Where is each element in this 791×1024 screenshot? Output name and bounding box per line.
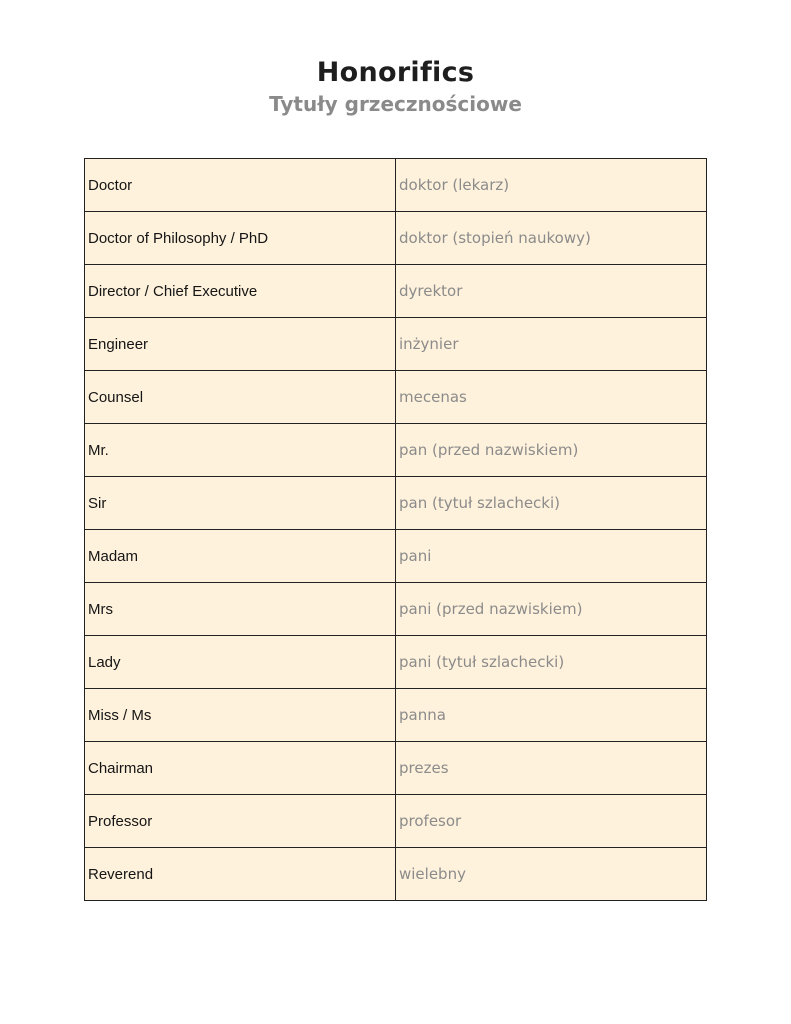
polish-term: pani (przed nazwiskiem) [396, 583, 707, 636]
polish-term: inżynier [396, 318, 707, 371]
english-term: Doctor of Philosophy / PhD [85, 212, 396, 265]
page-subtitle: Tytuły grzecznościowe [269, 92, 522, 116]
table-row [85, 371, 707, 424]
english-term: Reverend [85, 848, 396, 901]
polish-term: wielebny [396, 848, 707, 901]
english-term: Director / Chief Executive [85, 265, 396, 318]
english-term: Counsel [85, 371, 396, 424]
table-row [85, 424, 707, 477]
english-term: Sir [85, 477, 396, 530]
polish-term: dyrektor [396, 265, 707, 318]
english-term: Miss / Ms [85, 689, 396, 742]
polish-term: pan (tytuł szlachecki) [396, 477, 707, 530]
table-row [85, 530, 707, 583]
table-row [85, 212, 707, 265]
page-header [0, 56, 791, 118]
english-term: Chairman [85, 742, 396, 795]
polish-term: prezes [396, 742, 707, 795]
table-row [85, 318, 707, 371]
english-term: Madam [85, 530, 396, 583]
polish-term: doktor (stopień naukowy) [396, 212, 707, 265]
table-row [85, 689, 707, 742]
table-row [85, 159, 707, 212]
table-row [85, 477, 707, 530]
polish-term: mecenas [396, 371, 707, 424]
english-term: Lady [85, 636, 396, 689]
polish-term: doktor (lekarz) [396, 159, 707, 212]
english-term: Doctor [85, 159, 396, 212]
english-term: Professor [85, 795, 396, 848]
polish-term: pan (przed nazwiskiem) [396, 424, 707, 477]
table-row [85, 583, 707, 636]
polish-term: pani (tytuł szlachecki) [396, 636, 707, 689]
table-row [85, 265, 707, 318]
polish-term: panna [396, 689, 707, 742]
page-title: Honorifics [316, 57, 475, 88]
honorifics-table [84, 158, 707, 901]
polish-term: pani [396, 530, 707, 583]
table-row [85, 848, 707, 901]
table-row [85, 795, 707, 848]
english-term: Mrs [85, 583, 396, 636]
polish-term: profesor [396, 795, 707, 848]
table-row [85, 742, 707, 795]
english-term: Engineer [85, 318, 396, 371]
table-row [85, 636, 707, 689]
english-term: Mr. [85, 424, 396, 477]
